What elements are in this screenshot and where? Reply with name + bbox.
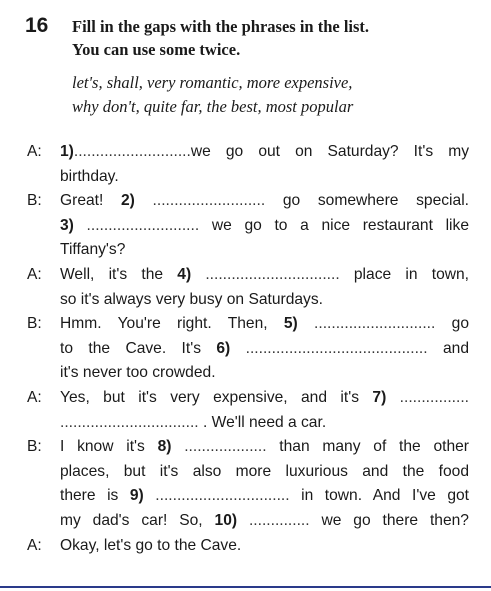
speaker-label: A: — [27, 143, 42, 160]
dialogue-line — [0, 534, 491, 558]
dialogue-text-segment: to the Cave. It's — [60, 339, 217, 357]
speaker-label: B: — [27, 438, 42, 456]
dialogue-line — [0, 361, 491, 385]
phrase-list — [72, 71, 353, 119]
dialogue-text — [60, 214, 469, 238]
dialogue-text-segment: place in town, — [339, 266, 470, 283]
dialogue-text-segment: we go to a nice restaurant like — [199, 216, 469, 234]
dialogue-text-segment: Tiffany's? — [60, 241, 126, 259]
answer-gap[interactable]: ................................ — [60, 413, 199, 431]
exercise-number: 16 — [25, 14, 49, 37]
gap-number: 2) — [121, 192, 135, 210]
dialogue-text — [60, 361, 469, 385]
dialogue-line — [0, 288, 491, 312]
dialogue-text-segment: . We'll need a car. — [198, 413, 327, 431]
dialogue-text-segment: my dad's car! So, — [60, 512, 215, 529]
dialogue-text — [60, 189, 469, 213]
speaker-label: A: — [27, 536, 42, 554]
exercise-instruction — [72, 15, 472, 61]
answer-gap[interactable]: .......................... — [134, 192, 266, 210]
dialogue-line — [0, 140, 491, 164]
dialogue-line — [0, 484, 491, 508]
dialogue-text — [60, 484, 469, 508]
dialogue-text-segment: it's never too crowded. — [60, 364, 216, 382]
dialogue-text-segment: there is — [60, 487, 130, 505]
dialogue-text-segment: go — [435, 315, 469, 333]
dialogue-text — [60, 386, 469, 410]
dialogue-text-segment: Yes, but it's very expensive, and it's — [60, 389, 373, 406]
gap-number: 3) — [60, 216, 74, 234]
answer-gap[interactable]: ............................... — [191, 266, 340, 283]
phrase-list-line: let's, shall, very romantic, more expensive, — [72, 73, 353, 92]
dialogue-line — [0, 263, 491, 287]
speaker-label: A: — [27, 266, 42, 283]
gap-number: 7) — [372, 389, 387, 406]
dialogue-text — [60, 312, 469, 336]
dialogue-text-segment: birthday. — [60, 167, 119, 185]
dialogue-line — [0, 337, 491, 361]
gap-number: 10) — [214, 512, 238, 529]
dialogue-text — [60, 337, 469, 361]
answer-gap[interactable]: ........................... — [73, 143, 191, 160]
gap-number: 4) — [177, 266, 192, 283]
dialogue-text-segment: Hmm. You're right. Then, — [60, 315, 284, 333]
dialogue-text — [60, 435, 469, 459]
gap-number: 1) — [60, 143, 74, 160]
dialogue-line — [0, 189, 491, 213]
dialogue-line — [0, 435, 491, 459]
dialogue-text-segment: I know it's — [60, 438, 158, 456]
dialogue-line — [0, 411, 491, 435]
dialogue-text — [60, 238, 469, 262]
answer-gap[interactable]: ................ — [386, 389, 469, 406]
gap-number: 6) — [216, 339, 231, 357]
dialogue-text — [60, 165, 469, 189]
dialogue-text-segment: Okay, let's go to the Cave. — [60, 536, 242, 554]
speaker-label: B: — [27, 315, 42, 333]
dialogue-text-segment: Great! — [60, 192, 121, 210]
dialogue-line — [0, 509, 491, 533]
dialogue-text — [60, 509, 469, 533]
dialogue-text-segment: Well, it's the — [60, 266, 178, 283]
dialogue-line — [0, 460, 491, 484]
answer-gap[interactable]: .............. — [237, 512, 310, 529]
dialogue-text-segment: in town. And I've got — [289, 487, 469, 505]
answer-gap[interactable]: ............................... — [143, 487, 290, 505]
dialogue-text — [60, 140, 469, 164]
bottom-rule — [0, 586, 491, 588]
dialogue-text-segment: so it's always very busy on Saturdays. — [60, 290, 323, 308]
gap-number: 5) — [283, 315, 298, 333]
dialogue-text-segment: we go out on Saturday? It's my — [190, 143, 469, 160]
phrase-list-line: why don't, quite far, the best, most popular — [72, 97, 354, 116]
dialogue-text — [60, 263, 469, 287]
gap-number: 8) — [157, 438, 172, 456]
dialogue-text-segment: places, but it's also more luxurious and the food — [60, 462, 469, 480]
dialogue-text — [60, 534, 469, 558]
gap-number: 9) — [129, 487, 144, 505]
dialogue-text — [60, 288, 469, 312]
dialogue-line — [0, 238, 491, 262]
instruction-line: Fill in the gaps with the phrases in the list. — [72, 17, 370, 36]
dialogue-line — [0, 386, 491, 410]
answer-gap[interactable]: ............................ — [297, 315, 436, 333]
instruction-line: You can use some twice. — [72, 40, 241, 59]
dialogue-text — [60, 411, 469, 435]
dialogue-line — [0, 312, 491, 336]
dialogue-line — [0, 165, 491, 189]
dialogue-text-segment: we go there then? — [309, 512, 469, 529]
dialogue-text — [60, 460, 469, 484]
dialogue-text-segment: and — [427, 339, 469, 357]
speaker-label: B: — [27, 192, 42, 210]
answer-gap[interactable]: ................... — [171, 438, 267, 456]
answer-gap[interactable]: .......................................... — [230, 339, 428, 357]
dialogue-line — [0, 214, 491, 238]
dialogue-text-segment: go somewhere special. — [265, 192, 469, 210]
answer-gap[interactable]: .......................... — [73, 216, 200, 234]
speaker-label: A: — [27, 389, 42, 406]
dialogue-text-segment: than many of the other — [266, 438, 470, 456]
